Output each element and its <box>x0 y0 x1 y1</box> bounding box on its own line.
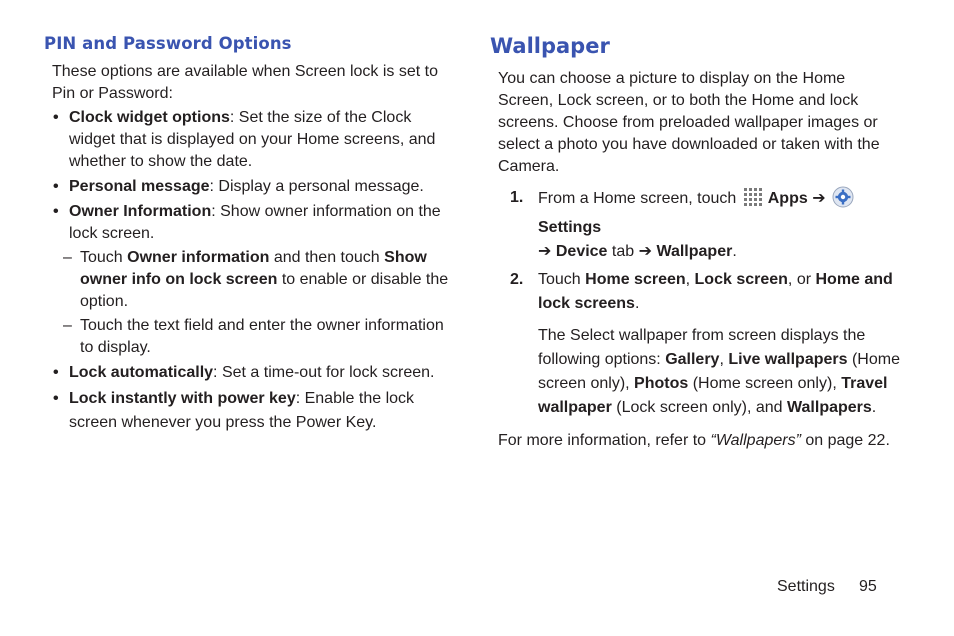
bullet-dot: • <box>53 203 59 220</box>
wallpapers-reference-link[interactable]: “Wallpapers” <box>710 432 801 449</box>
bullet-text: : Set the size of the Clock widget that is displayed on your Home screens, and whether to show the date. <box>69 109 436 170</box>
note-text: The Select wallpaper from screen displays the following options: <box>538 327 866 368</box>
bullet-dot: • <box>53 390 59 407</box>
option-travel-wallpaper: Travel wallpaper <box>538 375 888 416</box>
step-text: tab <box>607 243 639 260</box>
apps-grid-icon <box>743 187 766 216</box>
step-text: , <box>685 271 695 288</box>
more-info <box>498 430 900 452</box>
bullet-text: : Display a personal message. <box>209 178 424 195</box>
subitem-text: and then touch <box>269 249 385 266</box>
arrow-icon: ➔ <box>812 190 826 207</box>
subitem-bold: Show owner info on lock screen <box>80 249 427 288</box>
option-photos: Photos <box>634 375 689 392</box>
bullet-clock-widget <box>44 107 454 173</box>
bullet-lock-automatically <box>44 362 454 384</box>
subitem-text: to enable or disable the option. <box>80 271 449 310</box>
more-text: For more information, refer to <box>498 432 711 449</box>
section-heading-wallpaper: Wallpaper <box>490 34 610 58</box>
step-number: 2. <box>510 271 524 288</box>
step-number: 1. <box>510 189 524 206</box>
left-intro: These options are available when Screen lock is set to Pin or Password: <box>52 63 438 102</box>
right-column <box>490 34 900 452</box>
footer-page-number: 95 <box>859 578 877 595</box>
bullet-dot: • <box>53 109 59 126</box>
bullet-title: Clock widget options <box>69 109 230 126</box>
bullet-owner-information <box>44 201 454 245</box>
subitem-text: Touch <box>80 249 128 266</box>
device-label: Device <box>555 243 608 260</box>
dash-mark: – <box>63 317 72 334</box>
note-text: (Lock screen only), and <box>611 399 788 416</box>
note-text: , <box>719 351 729 368</box>
settings-label: Settings <box>538 219 602 236</box>
option-home-and-lock: Home and lock screens <box>538 271 893 312</box>
bullet-text: : Show owner information on the lock screen. <box>69 203 441 242</box>
footer-section: Settings <box>777 578 835 595</box>
option-lock-screen: Lock screen <box>694 271 788 288</box>
bullet-lock-instantly <box>44 387 454 435</box>
step-2-note <box>490 324 900 420</box>
step-text: Touch <box>538 271 586 288</box>
step-text: . <box>634 295 640 312</box>
arrow-icon: ➔ <box>538 243 552 260</box>
step-1 <box>490 186 900 264</box>
bullet-title: Lock instantly with power key <box>69 390 296 407</box>
arrow-icon: ➔ <box>638 243 652 260</box>
step-text: . <box>732 243 737 260</box>
more-text: on page 22. <box>800 432 890 449</box>
settings-gear-icon <box>832 186 854 216</box>
option-wallpapers: Wallpapers <box>787 399 872 416</box>
bullet-personal-message <box>44 176 454 198</box>
note-text: . <box>871 399 877 416</box>
wallpaper-intro: You can choose a picture to display on the Home Screen, Lock screen, or to both the Home and lock screens. Choose from preloaded wallpaper images or select a photo you have downloaded or taken with the Camera. <box>498 70 880 175</box>
bullet-title: Owner Information <box>69 203 212 220</box>
option-live-wallpapers: Live wallpapers <box>728 351 848 368</box>
apps-label: Apps <box>767 190 808 207</box>
subitem-bold: Owner information <box>127 249 270 266</box>
section-heading-pin-password: PIN and Password Options <box>44 34 292 53</box>
note-text: (Home screen only), <box>538 351 900 392</box>
note-text: (Home screen only), <box>688 375 842 392</box>
subitem-owner-text <box>44 315 454 359</box>
subitem-text: Touch the text field and enter the owner information to display. <box>80 317 444 356</box>
bullet-text: : Set a time-out for lock screen. <box>213 364 435 381</box>
bullet-title: Lock automatically <box>69 364 214 381</box>
bullet-text: : Enable the lock screen whenever you press the Power Key. <box>69 390 415 431</box>
step-text: From a Home screen, touch <box>538 190 741 207</box>
bullet-dot: • <box>53 364 59 381</box>
option-home-screen: Home screen <box>585 271 686 288</box>
step-2 <box>490 268 900 316</box>
option-gallery: Gallery <box>665 351 720 368</box>
step-text: , or <box>787 271 816 288</box>
left-column <box>44 34 454 435</box>
bullet-dot: • <box>53 178 59 195</box>
dash-mark: – <box>63 249 72 266</box>
subitem-owner-info <box>44 247 454 313</box>
bullet-title: Personal message <box>69 178 210 195</box>
wallpaper-label: Wallpaper <box>656 243 733 260</box>
